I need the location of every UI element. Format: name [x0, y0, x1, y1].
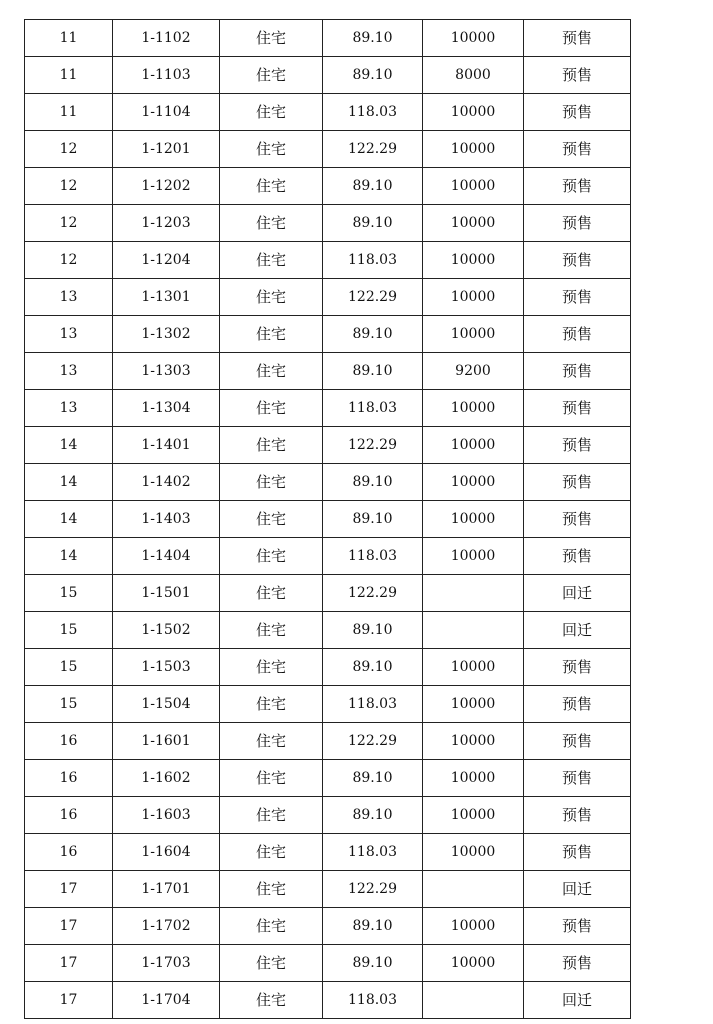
price-cell: 10000 [423, 168, 524, 205]
table-row [25, 168, 631, 205]
table-row [25, 538, 631, 575]
floor-cell: 17 [25, 982, 113, 1019]
table-row [25, 20, 631, 57]
room-number-cell: 1-1401 [113, 427, 220, 464]
sale-status-cell: 预售 [524, 464, 631, 501]
floor-cell: 17 [25, 908, 113, 945]
price-cell: 10000 [423, 649, 524, 686]
usage-cell: 住宅 [220, 871, 323, 908]
sale-status-cell: 预售 [524, 205, 631, 242]
table-row [25, 501, 631, 538]
sale-status-cell: 预售 [524, 908, 631, 945]
table-row [25, 686, 631, 723]
sale-status-cell: 回迁 [524, 982, 631, 1019]
area-cell: 118.03 [323, 94, 423, 131]
price-cell: 8000 [423, 57, 524, 94]
floor-cell: 11 [25, 20, 113, 57]
price-cell: 10000 [423, 760, 524, 797]
area-cell: 89.10 [323, 464, 423, 501]
table-row [25, 390, 631, 427]
room-number-cell: 1-1203 [113, 205, 220, 242]
price-cell: 10000 [423, 908, 524, 945]
price-cell: 10000 [423, 131, 524, 168]
area-cell: 89.10 [323, 168, 423, 205]
usage-cell: 住宅 [220, 242, 323, 279]
price-cell: 10000 [423, 316, 524, 353]
table-row [25, 575, 631, 612]
table-row [25, 723, 631, 760]
room-number-cell: 1-1302 [113, 316, 220, 353]
floor-cell: 17 [25, 871, 113, 908]
table-row [25, 908, 631, 945]
room-number-cell: 1-1604 [113, 834, 220, 871]
area-cell: 122.29 [323, 131, 423, 168]
area-cell: 89.10 [323, 20, 423, 57]
price-cell: 10000 [423, 501, 524, 538]
sale-status-cell: 预售 [524, 723, 631, 760]
floor-cell: 15 [25, 612, 113, 649]
usage-cell: 住宅 [220, 20, 323, 57]
price-cell: 9200 [423, 353, 524, 390]
price-cell: 10000 [423, 427, 524, 464]
area-cell: 122.29 [323, 723, 423, 760]
room-number-cell: 1-1503 [113, 649, 220, 686]
price-cell [423, 575, 524, 612]
price-cell: 10000 [423, 945, 524, 982]
room-number-cell: 1-1103 [113, 57, 220, 94]
usage-cell: 住宅 [220, 94, 323, 131]
table-row [25, 316, 631, 353]
usage-cell: 住宅 [220, 353, 323, 390]
price-cell: 10000 [423, 464, 524, 501]
sale-status-cell: 预售 [524, 279, 631, 316]
room-number-cell: 1-1404 [113, 538, 220, 575]
room-number-cell: 1-1304 [113, 390, 220, 427]
price-cell: 10000 [423, 390, 524, 427]
area-cell: 89.10 [323, 501, 423, 538]
table-row [25, 279, 631, 316]
price-cell: 10000 [423, 834, 524, 871]
floor-cell: 12 [25, 242, 113, 279]
area-cell: 89.10 [323, 649, 423, 686]
usage-cell: 住宅 [220, 57, 323, 94]
floor-cell: 13 [25, 353, 113, 390]
room-number-cell: 1-1702 [113, 908, 220, 945]
price-cell: 10000 [423, 279, 524, 316]
area-cell: 122.29 [323, 427, 423, 464]
table-row [25, 205, 631, 242]
area-cell: 89.10 [323, 908, 423, 945]
price-cell [423, 871, 524, 908]
price-cell: 10000 [423, 20, 524, 57]
floor-cell: 11 [25, 94, 113, 131]
table-row [25, 131, 631, 168]
price-cell: 10000 [423, 797, 524, 834]
usage-cell: 住宅 [220, 279, 323, 316]
sale-status-cell: 预售 [524, 834, 631, 871]
area-cell: 122.29 [323, 575, 423, 612]
usage-cell: 住宅 [220, 131, 323, 168]
price-cell: 10000 [423, 723, 524, 760]
sale-status-cell: 预售 [524, 501, 631, 538]
table-row [25, 945, 631, 982]
area-cell: 118.03 [323, 242, 423, 279]
room-number-cell: 1-1603 [113, 797, 220, 834]
floor-cell: 13 [25, 279, 113, 316]
price-cell: 10000 [423, 538, 524, 575]
floor-cell: 15 [25, 575, 113, 612]
usage-cell: 住宅 [220, 797, 323, 834]
usage-cell: 住宅 [220, 834, 323, 871]
usage-cell: 住宅 [220, 908, 323, 945]
room-number-cell: 1-1201 [113, 131, 220, 168]
area-cell: 89.10 [323, 797, 423, 834]
floor-cell: 15 [25, 686, 113, 723]
floor-cell: 16 [25, 797, 113, 834]
room-number-cell: 1-1402 [113, 464, 220, 501]
table-row [25, 612, 631, 649]
sale-status-cell: 预售 [524, 427, 631, 464]
area-cell: 118.03 [323, 390, 423, 427]
sale-status-cell: 预售 [524, 390, 631, 427]
table-row [25, 834, 631, 871]
sale-status-cell: 预售 [524, 353, 631, 390]
room-number-cell: 1-1204 [113, 242, 220, 279]
sale-status-cell: 预售 [524, 649, 631, 686]
sale-status-cell: 预售 [524, 686, 631, 723]
room-number-cell: 1-1601 [113, 723, 220, 760]
usage-cell: 住宅 [220, 686, 323, 723]
area-cell: 118.03 [323, 834, 423, 871]
table-row [25, 242, 631, 279]
floor-cell: 12 [25, 205, 113, 242]
usage-cell: 住宅 [220, 205, 323, 242]
usage-cell: 住宅 [220, 945, 323, 982]
price-cell: 10000 [423, 686, 524, 723]
price-cell: 10000 [423, 242, 524, 279]
usage-cell: 住宅 [220, 427, 323, 464]
floor-cell: 17 [25, 945, 113, 982]
area-cell: 89.10 [323, 612, 423, 649]
room-number-cell: 1-1502 [113, 612, 220, 649]
area-cell: 118.03 [323, 982, 423, 1019]
room-number-cell: 1-1104 [113, 94, 220, 131]
room-number-cell: 1-1403 [113, 501, 220, 538]
area-cell: 122.29 [323, 871, 423, 908]
table-row [25, 427, 631, 464]
area-cell: 89.10 [323, 353, 423, 390]
floor-cell: 14 [25, 427, 113, 464]
price-cell [423, 982, 524, 1019]
room-number-cell: 1-1602 [113, 760, 220, 797]
table-row [25, 797, 631, 834]
table-row [25, 982, 631, 1019]
floor-cell: 15 [25, 649, 113, 686]
floor-cell: 14 [25, 501, 113, 538]
table-row [25, 871, 631, 908]
floor-cell: 14 [25, 538, 113, 575]
price-cell [423, 612, 524, 649]
area-cell: 89.10 [323, 316, 423, 353]
room-number-cell: 1-1701 [113, 871, 220, 908]
area-cell: 89.10 [323, 760, 423, 797]
room-number-cell: 1-1703 [113, 945, 220, 982]
sale-status-cell: 预售 [524, 94, 631, 131]
usage-cell: 住宅 [220, 538, 323, 575]
table-row [25, 464, 631, 501]
table-row [25, 94, 631, 131]
table-row [25, 649, 631, 686]
area-cell: 122.29 [323, 279, 423, 316]
table-row [25, 760, 631, 797]
unit-price-table [24, 19, 631, 1019]
sale-status-cell: 预售 [524, 242, 631, 279]
room-number-cell: 1-1504 [113, 686, 220, 723]
room-number-cell: 1-1501 [113, 575, 220, 612]
floor-cell: 13 [25, 390, 113, 427]
sale-status-cell: 预售 [524, 131, 631, 168]
sale-status-cell: 回迁 [524, 871, 631, 908]
price-cell: 10000 [423, 205, 524, 242]
table-body [25, 20, 631, 1019]
usage-cell: 住宅 [220, 575, 323, 612]
floor-cell: 11 [25, 57, 113, 94]
floor-cell: 16 [25, 834, 113, 871]
floor-cell: 14 [25, 464, 113, 501]
room-number-cell: 1-1102 [113, 20, 220, 57]
sale-status-cell: 预售 [524, 760, 631, 797]
price-cell: 10000 [423, 94, 524, 131]
table-row [25, 57, 631, 94]
floor-cell: 12 [25, 131, 113, 168]
usage-cell: 住宅 [220, 723, 323, 760]
usage-cell: 住宅 [220, 501, 323, 538]
usage-cell: 住宅 [220, 612, 323, 649]
area-cell: 89.10 [323, 57, 423, 94]
sale-status-cell: 回迁 [524, 612, 631, 649]
sale-status-cell: 预售 [524, 797, 631, 834]
floor-cell: 16 [25, 723, 113, 760]
room-number-cell: 1-1301 [113, 279, 220, 316]
room-number-cell: 1-1704 [113, 982, 220, 1019]
usage-cell: 住宅 [220, 649, 323, 686]
table-row [25, 353, 631, 390]
sale-status-cell: 预售 [524, 316, 631, 353]
sale-status-cell: 预售 [524, 538, 631, 575]
sale-status-cell: 预售 [524, 168, 631, 205]
sale-status-cell: 预售 [524, 57, 631, 94]
area-cell: 89.10 [323, 205, 423, 242]
area-cell: 118.03 [323, 686, 423, 723]
usage-cell: 住宅 [220, 760, 323, 797]
usage-cell: 住宅 [220, 464, 323, 501]
floor-cell: 16 [25, 760, 113, 797]
floor-cell: 13 [25, 316, 113, 353]
sale-status-cell: 预售 [524, 945, 631, 982]
sale-status-cell: 预售 [524, 20, 631, 57]
usage-cell: 住宅 [220, 390, 323, 427]
usage-cell: 住宅 [220, 982, 323, 1019]
sale-status-cell: 回迁 [524, 575, 631, 612]
room-number-cell: 1-1202 [113, 168, 220, 205]
usage-cell: 住宅 [220, 316, 323, 353]
area-cell: 118.03 [323, 538, 423, 575]
floor-cell: 12 [25, 168, 113, 205]
room-number-cell: 1-1303 [113, 353, 220, 390]
area-cell: 89.10 [323, 945, 423, 982]
usage-cell: 住宅 [220, 168, 323, 205]
